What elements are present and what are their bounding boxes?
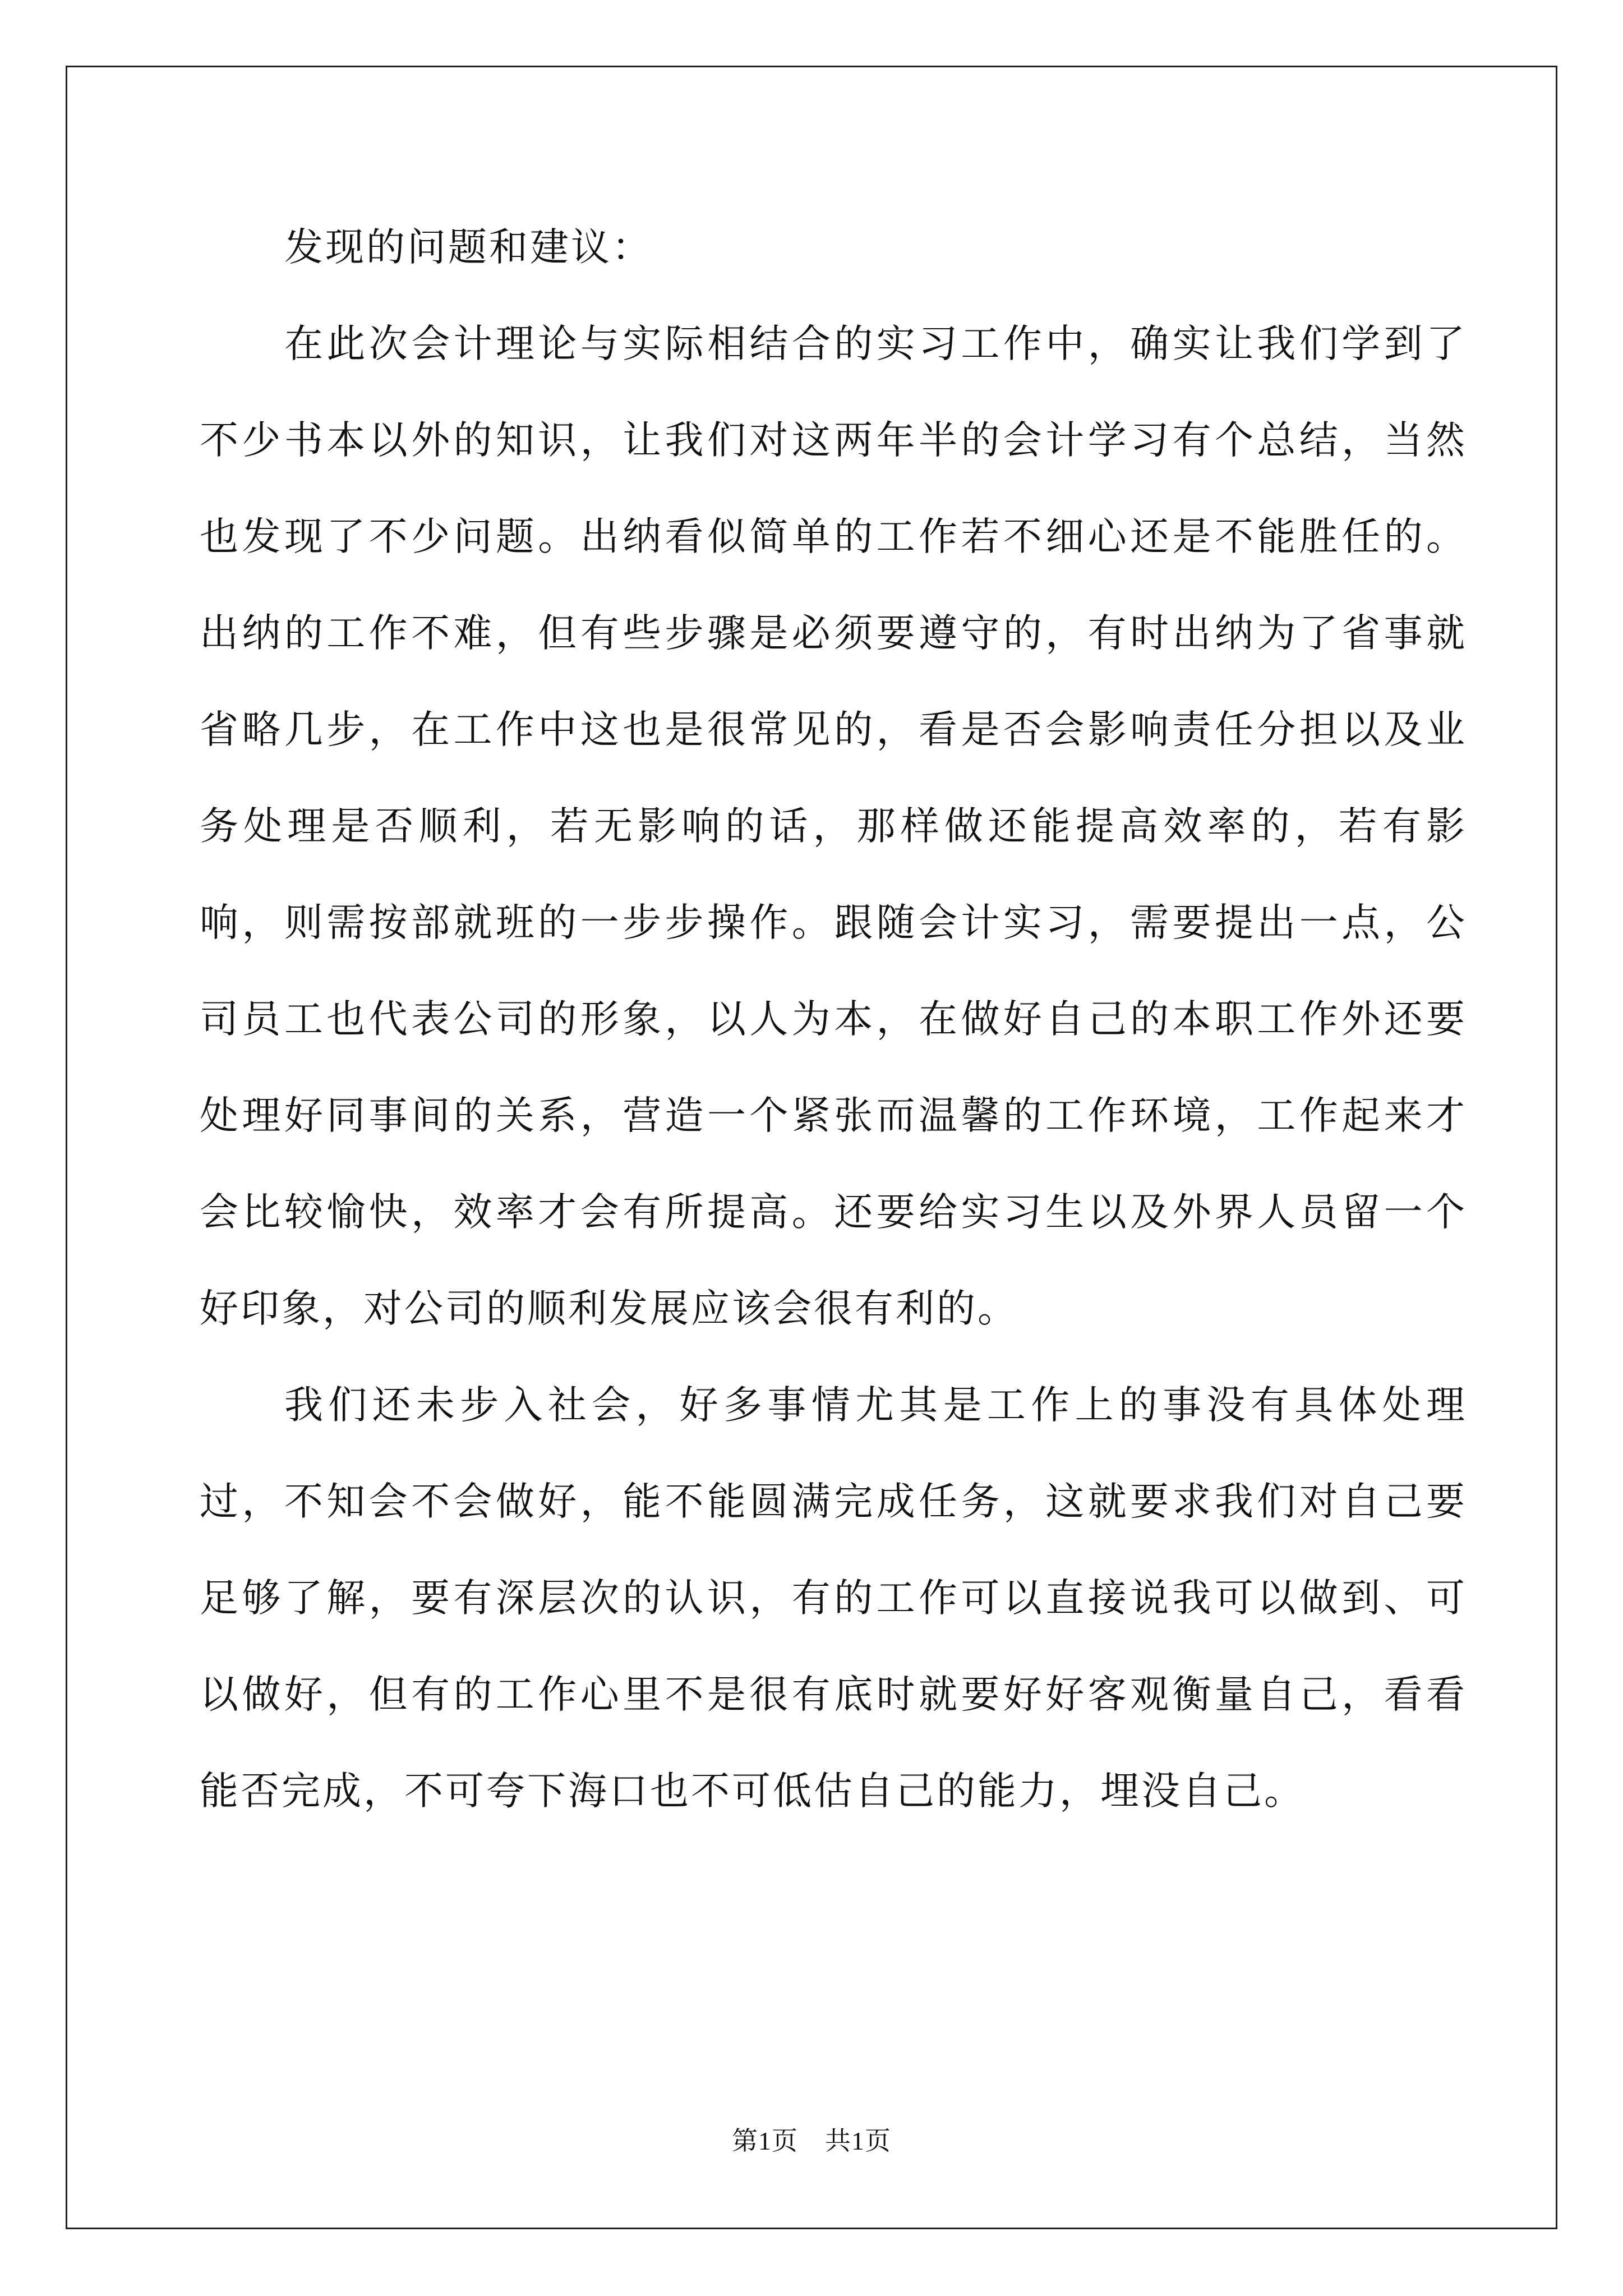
paragraph-2: 我们还未步入社会，好多事情尤其是工作上的事没有具体处理过，不知会不会做好，能不能圆满完成任务，这就要求我们对自己要足够了解，要有深层次的认识，有的工作可以直接说我可以做到、可以做好，但有的工作心里不是很有底时就要好好客观衡量自己，看看能否完成，不可夸下海口也不可低估自己的能力，埋没自己。 bbox=[200, 1383, 1467, 1814]
document-body bbox=[200, 199, 1467, 1839]
paragraph-1: 在此次会计理论与实际相结合的实习工作中，确实让我们学到了不少书本以外的知识，让我们对这两年半的会计学习有个总结，当然也发现了不少问题。出纳看似简单的工作若不细心还是不能胜任的。出纳的工作不难，但有些步骤是必须要遵守的，有时出纳为了省事就省略几步，在工作中这也是很常见的，看是否会影响责任分担以及业务处理是否顺利，若无影响的话，那样做还能提高效率的，若有影响，则需按部就班的一步步操作。跟随会计实习，需要提出一点，公司员工也代表公司的形象，以人为本，在做好自己的本职工作外还要处理好同事间的关系，营造一个紧张而温馨的工作环境，工作起来才会比较愉快，效率才会有所提高。还要给实习生以及外界人员留一个好印象，对公司的顺利发展应该会很有利的。 bbox=[200, 321, 1467, 1331]
page-number-total: 共1页 bbox=[825, 2127, 891, 2155]
page-footer bbox=[0, 2120, 1623, 2157]
section-heading: 发现的问题和建议： bbox=[284, 225, 653, 270]
page-number-current: 第1页 bbox=[732, 2127, 798, 2155]
